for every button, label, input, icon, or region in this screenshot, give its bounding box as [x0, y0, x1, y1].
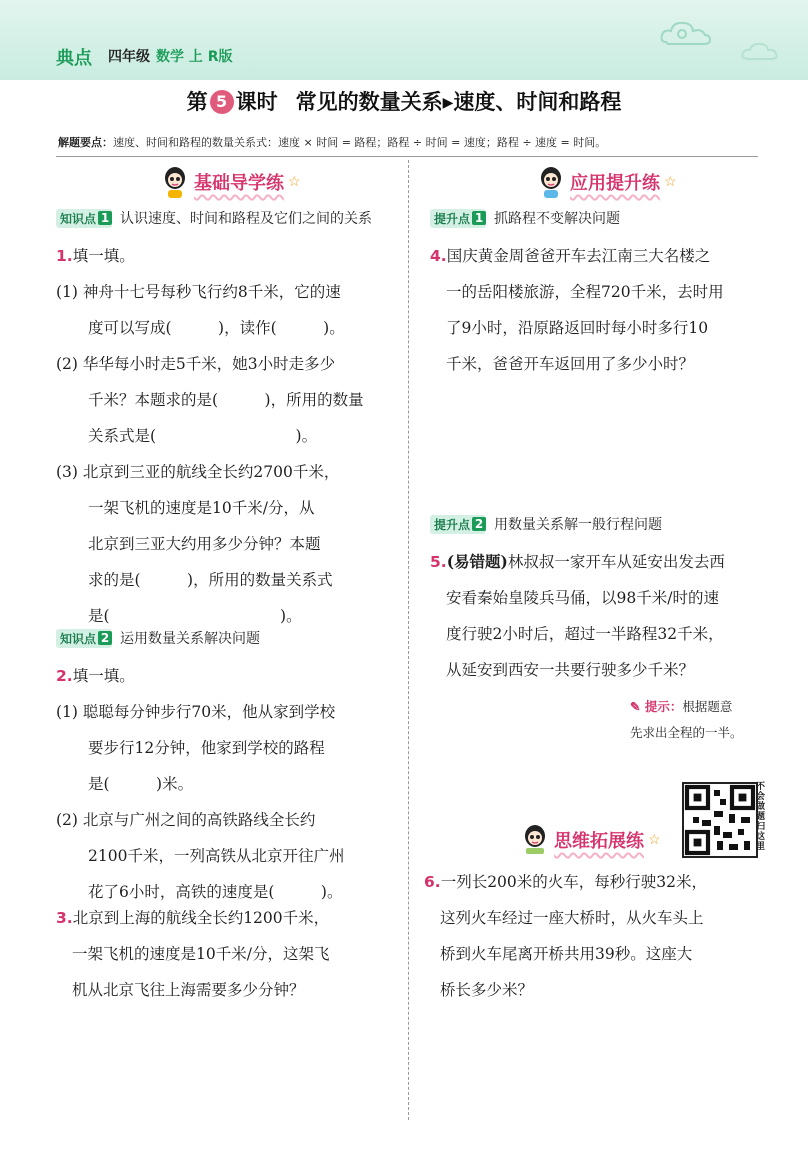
q2-line: 是( )米。	[88, 775, 194, 793]
improvement-point-2	[430, 514, 662, 534]
q1-line: 一架飞机的速度是10千米/分，从	[88, 499, 315, 517]
section-header-basic	[160, 162, 301, 202]
knowledge-point-text: 运用数量关系解决问题	[120, 631, 261, 647]
lesson-title	[0, 86, 808, 116]
question-number: 5.	[430, 553, 447, 571]
q6-line: 这列火车经过一座大桥时，从火车头上	[440, 909, 704, 927]
knowledge-point-tag: 知识点 1	[56, 209, 112, 228]
qr-code-icon[interactable]	[682, 782, 758, 858]
q3-line: 一架飞机的速度是10千米/分，这架飞	[72, 945, 330, 963]
q1-line: 北京到三亚大约用多少分钟？本题	[88, 535, 321, 553]
key-points	[58, 134, 758, 150]
question-title: 填一填。	[72, 667, 135, 685]
q6-line: 一列长200米的火车，每秒行驶32米，	[440, 873, 707, 891]
question-6	[424, 864, 774, 1008]
q5-line: 从延安到西安一共要行驶多少千米？	[446, 661, 695, 679]
section-header-extend	[520, 820, 661, 860]
lesson-number-badge: 5	[210, 90, 234, 114]
key-points-text: 速度、时间和路程的数量关系式：速度 × 时间 = 路程；路程 ÷ 时间 = 速度；路程 ÷ 速度 = 时间。	[113, 136, 607, 149]
question-3	[56, 900, 406, 1008]
star-icon: ☆	[664, 174, 677, 190]
q4-line: 千米，爸爸开车返回用了多少小时？	[446, 355, 695, 373]
section-header-apply	[536, 162, 677, 202]
question-number: 6.	[424, 873, 441, 891]
mascot-icon	[160, 164, 190, 200]
hint-box	[630, 694, 772, 746]
section-title-extend: 思维拓展练	[554, 831, 644, 852]
improvement-point-1	[430, 208, 620, 228]
knowledge-point-text: 认识速度、时间和路程及它们之间的关系	[120, 211, 373, 227]
knowledge-point-2	[56, 628, 260, 648]
star-icon: ☆	[648, 832, 661, 848]
hint-text: 根据题意	[682, 699, 733, 714]
hint-label: ✎ 提示：	[630, 699, 683, 714]
q1-line: 是( )。	[88, 607, 302, 625]
subject-text: 数学 上 R版	[156, 49, 233, 65]
q1-line: 求的是( )，所用的数量关系式	[88, 571, 333, 589]
q1-line: 千米？本题求的是( )，所用的数量	[88, 391, 364, 409]
q1-line: 度可以写成( )，读作( )。	[88, 319, 345, 337]
question-number: 1.	[56, 247, 73, 265]
qr-caption: 不会做题扫这里	[756, 782, 766, 852]
triangle-arrow-icon: ▶	[442, 95, 454, 111]
q4-line: 国庆黄金周爸爸开车去江南三大名楼之	[446, 247, 711, 265]
q4-line: 一的岳阳楼旅游，全程720千米，去时用	[446, 283, 724, 301]
q2-line: 花了6小时，高铁的速度是( )。	[88, 883, 343, 901]
question-number: 4.	[430, 247, 447, 265]
column-divider	[408, 160, 409, 1120]
q2-line: 要步行12分钟，他家到学校的路程	[88, 739, 325, 757]
key-points-label: 解题要点：	[58, 136, 113, 149]
q3-line: 机从北京飞往上海需要多少分钟？	[72, 981, 305, 999]
question-2	[56, 658, 406, 910]
title-suffix: 课时	[235, 90, 278, 114]
q2-line: 2100千米，一列高铁从北京开往广州	[88, 847, 345, 865]
q6-line: 桥长多少米？	[440, 981, 534, 999]
mascot-icon	[536, 164, 566, 200]
q1-line: (2) 华华每小时走5千米，她3小时走多少	[56, 355, 336, 373]
q3-line: 北京到上海的航线全长约1200千米，	[72, 909, 330, 927]
q2-line: (2) 北京与广州之间的高铁路线全长约	[56, 811, 316, 829]
grade-label	[108, 46, 233, 66]
q1-line: 关系式是( )。	[88, 427, 318, 445]
question-number: 3.	[56, 909, 73, 927]
q5-line: 度行驶2小时后，超过一半路程32千米，	[446, 625, 724, 643]
header-divider	[56, 156, 758, 157]
improvement-point-text: 抓路程不变解决问题	[494, 211, 621, 227]
grade-text: 四年级	[108, 49, 150, 65]
q5-line: 安看秦始皇陵兵马俑，以98千米/时的速	[446, 589, 719, 607]
title-prefix: 第	[186, 90, 208, 114]
question-title: 填一填。	[72, 247, 135, 265]
star-icon: ☆	[288, 174, 301, 190]
q1-line: (3) 北京到三亚的航线全长约2700千米，	[56, 463, 340, 481]
question-1	[56, 238, 406, 634]
hint-text: 先求出全程的一半。	[630, 725, 743, 740]
q1-line: (1) 神舟十七号每秒飞行约8千米，它的速	[56, 283, 341, 301]
improvement-point-tag: 提升点 2	[430, 515, 486, 534]
question-4	[430, 238, 776, 382]
improvement-point-tag: 提升点 1	[430, 209, 486, 228]
title-sub: 速度、时间和路程	[453, 90, 622, 114]
section-title-apply: 应用提升练	[570, 173, 660, 194]
section-title-basic: 基础导学练	[194, 173, 284, 194]
improvement-point-text: 用数量关系解一般行程问题	[494, 517, 663, 533]
q6-line: 桥到火车尾离开桥共用39秒。这座大	[440, 945, 693, 963]
knowledge-point-1	[56, 208, 372, 228]
mascot-icon	[520, 822, 550, 858]
title-main: 常见的数量关系	[295, 90, 443, 114]
q2-line: (1) 聪聪每分钟步行70米，他从家到学校	[56, 703, 336, 721]
q5-line: 林叔叔一家开车从延安出发去西	[507, 553, 725, 571]
question-5	[430, 544, 776, 688]
question-number: 2.	[56, 667, 73, 685]
brand-logo: 典点	[56, 48, 92, 69]
cloud-icon	[658, 18, 718, 48]
knowledge-point-tag: 知识点 2	[56, 629, 112, 648]
q4-line: 了9小时，沿原路返回时每小时多行10	[446, 319, 709, 337]
error-prone-flag: (易错题)	[446, 552, 508, 571]
cloud-small-icon	[740, 40, 780, 62]
